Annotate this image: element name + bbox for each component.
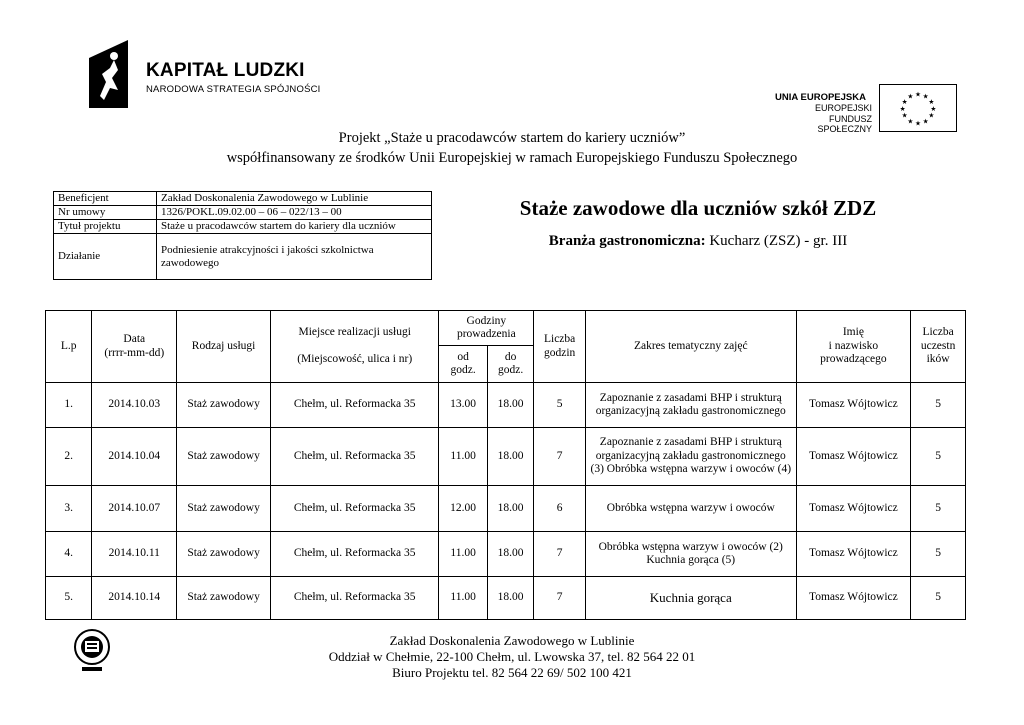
svg-text:★: ★ xyxy=(928,111,935,120)
branch-subtitle xyxy=(453,233,943,250)
svg-text:★: ★ xyxy=(901,98,908,107)
table-row xyxy=(46,383,966,428)
kapital-ludzki-title: KAPITAŁ LUDZKI xyxy=(146,60,305,81)
kapital-ludzki-subtitle: NARODOWA STRATEGIA SPÓJNOŚCI xyxy=(146,84,321,95)
cell-date: 2014.10.07 xyxy=(92,486,177,532)
cell-participants: 5 xyxy=(911,577,966,620)
branch-label: Branża gastronomiczna: xyxy=(548,233,706,249)
cell-participants: 5 xyxy=(911,428,966,486)
cell-participants: 5 xyxy=(911,532,966,577)
header-row xyxy=(46,311,966,346)
cell-from: 11.00 xyxy=(439,532,488,577)
cell-date: 2014.10.04 xyxy=(92,428,177,486)
cell-participants: 5 xyxy=(911,383,966,428)
eu-flag-icon xyxy=(879,84,957,132)
table-row xyxy=(46,577,966,620)
cell-place: Chełm, ul. Reformacka 35 xyxy=(271,383,439,428)
cell-instructor: Tomasz Wójtowicz xyxy=(796,486,911,532)
info-row xyxy=(54,220,432,234)
svg-text:★: ★ xyxy=(922,92,929,101)
cell-to: 18.00 xyxy=(487,383,533,428)
col-header-lp: L.p xyxy=(46,311,92,383)
cell-from: 13.00 xyxy=(439,383,488,428)
cell-hours: 7 xyxy=(534,428,586,486)
footer-org-name: Zakład Doskonalenia Zawodowego w Lublinie xyxy=(389,633,635,648)
cell-to: 18.00 xyxy=(487,532,533,577)
info-label: Beneficjent xyxy=(54,192,157,206)
table-row xyxy=(46,532,966,577)
svg-text:★: ★ xyxy=(930,104,937,113)
table-row xyxy=(46,428,966,486)
col-header-participants: Liczba uczestn ików xyxy=(911,311,966,383)
cell-lp: 2. xyxy=(46,428,92,486)
cell-lp: 4. xyxy=(46,532,92,577)
cell-hours: 5 xyxy=(534,383,586,428)
cell-from: 11.00 xyxy=(439,577,488,620)
col-header-date: Data (rrrr-mm-dd) xyxy=(92,311,177,383)
svg-text:★: ★ xyxy=(901,111,908,120)
info-label: Nr umowy xyxy=(54,206,157,220)
cell-date: 2014.10.11 xyxy=(92,532,177,577)
cell-place: Chełm, ul. Reformacka 35 xyxy=(271,532,439,577)
cell-date: 2014.10.03 xyxy=(92,383,177,428)
svg-text:★: ★ xyxy=(915,119,921,128)
table-row xyxy=(46,486,966,532)
info-value: Staże u pracodawców startem do kariery dla uczniów xyxy=(157,220,432,234)
info-label: Tytuł projektu xyxy=(54,220,157,234)
cell-service: Staż zawodowy xyxy=(177,577,271,620)
svg-text:★: ★ xyxy=(915,90,921,99)
cell-topic: Obróbka wstępna warzyw i owoców (2) Kuchnia gorąca (5) xyxy=(585,532,796,577)
project-info-table xyxy=(53,191,432,280)
cell-instructor: Tomasz Wójtowicz xyxy=(796,577,911,620)
cell-hours: 7 xyxy=(534,532,586,577)
schedule-table xyxy=(45,310,966,620)
info-row xyxy=(54,234,432,280)
svg-text:★: ★ xyxy=(907,117,914,126)
info-label: Działanie xyxy=(54,234,157,280)
cell-to: 18.00 xyxy=(487,428,533,486)
cell-lp: 1. xyxy=(46,383,92,428)
info-value: 1326/POKL.09.02.00 – 06 – 022/13 – 00 xyxy=(157,206,432,220)
cell-from: 11.00 xyxy=(439,428,488,486)
footer-office-phone: Biuro Projektu tel. 82 564 22 69/ 502 100 421 xyxy=(392,665,632,680)
cell-lp: 5. xyxy=(46,577,92,620)
cell-instructor: Tomasz Wójtowicz xyxy=(796,428,911,486)
cell-service: Staż zawodowy xyxy=(177,486,271,532)
svg-text:★: ★ xyxy=(907,92,914,101)
project-title-line: Projekt „Staże u pracodawców startem do kariery uczniów” xyxy=(338,130,686,146)
col-header-instructor: Imię i nazwisko prowadzącego xyxy=(796,311,911,383)
col-header-to: do godz. xyxy=(487,346,533,383)
eu-label-line1: UNIA EUROPEJSKA xyxy=(775,92,866,103)
col-header-from: od godz. xyxy=(439,346,488,383)
cell-topic: Obróbka wstępna warzyw i owoców xyxy=(585,486,796,532)
cell-hours: 6 xyxy=(534,486,586,532)
svg-text:★: ★ xyxy=(922,117,929,126)
info-row xyxy=(54,206,432,220)
col-header-place: Miejsce realizacji usługi (Miejscowość, ulica i nr) xyxy=(271,311,439,383)
cell-service: Staż zawodowy xyxy=(177,428,271,486)
info-value: Podniesienie atrakcyjności i jakości szkolnictwa zawodowego xyxy=(157,234,432,280)
cell-place: Chełm, ul. Reformacka 35 xyxy=(271,577,439,620)
svg-text:★: ★ xyxy=(899,104,906,113)
col-header-hour-count: Liczba godzin xyxy=(534,311,586,383)
cell-service: Staż zawodowy xyxy=(177,532,271,577)
cell-lp: 3. xyxy=(46,486,92,532)
cell-date: 2014.10.14 xyxy=(92,577,177,620)
eu-label-line3: FUNDUSZ SPOŁECZNY xyxy=(817,114,872,134)
cell-topic: Zapoznanie z zasadami BHP i strukturą organizacyjną zakładu gastronomicznego (3) Obróbka wstępna warzyw i owoców (4) xyxy=(585,428,796,486)
cell-to: 18.00 xyxy=(487,577,533,620)
footer-address: Oddział w Chełmie, 22-100 Chełm, ul. Lwowska 37, tel. 82 564 22 01 xyxy=(328,649,696,664)
cell-place: Chełm, ul. Reformacka 35 xyxy=(271,428,439,486)
info-row xyxy=(54,192,432,206)
cell-from: 12.00 xyxy=(439,486,488,532)
page-title: Staże zawodowe dla uczniów szkół ZDZ xyxy=(519,196,877,220)
info-value: Zakład Doskonalenia Zawodowego w Lublinie xyxy=(157,192,432,206)
cell-participants: 5 xyxy=(911,486,966,532)
svg-text:★: ★ xyxy=(928,98,935,107)
col-header-hours: Godziny prowadzenia xyxy=(439,311,534,346)
cell-topic: Kuchnia gorąca xyxy=(585,577,796,620)
branch-value: Kucharz (ZSZ) - gr. III xyxy=(705,233,848,249)
cell-topic: Zapoznanie z zasadami BHP i strukturą organizacyjną zakładu gastronomicznego xyxy=(585,383,796,428)
cell-place: Chełm, ul. Reformacka 35 xyxy=(271,486,439,532)
col-header-service: Rodzaj usługi xyxy=(177,311,271,383)
cell-service: Staż zawodowy xyxy=(177,383,271,428)
eu-label-line2: EUROPEJSKI xyxy=(814,103,872,113)
cell-hours: 7 xyxy=(534,577,586,620)
col-header-topic: Zakres tematyczny zajęć xyxy=(585,311,796,383)
cell-instructor: Tomasz Wójtowicz xyxy=(796,383,911,428)
project-funding-line: współfinansowany ze środków Unii Europejskiej w ramach Europejskiego Funduszu Społecznego xyxy=(226,150,798,166)
cell-to: 18.00 xyxy=(487,486,533,532)
cell-instructor: Tomasz Wójtowicz xyxy=(796,532,911,577)
